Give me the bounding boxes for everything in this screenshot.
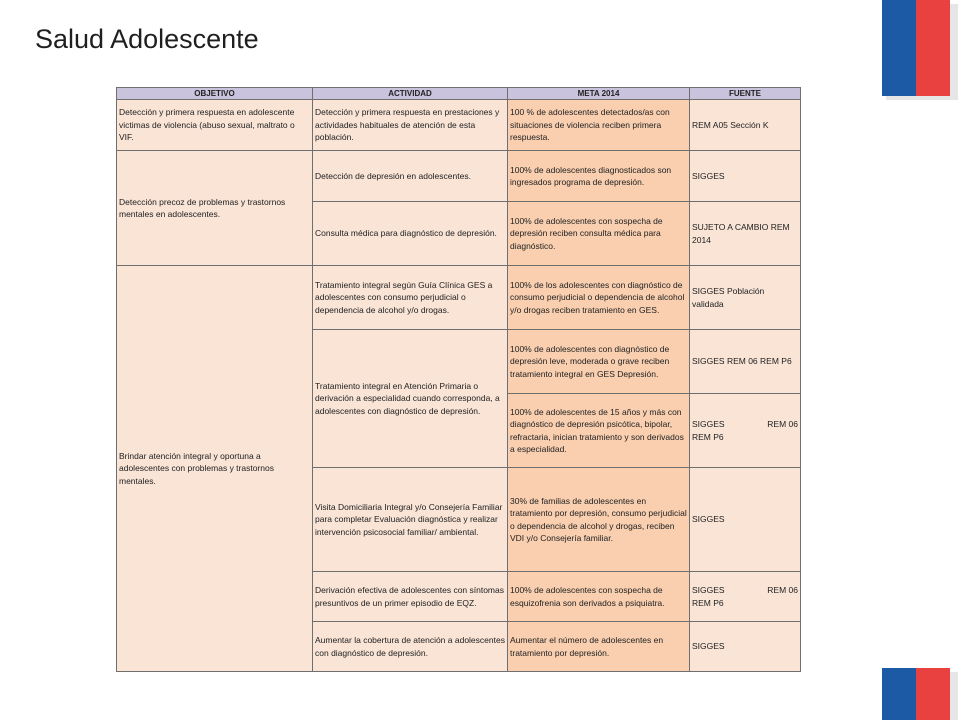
slide-title: Salud Adolescente: [35, 24, 259, 54]
cell-actividad: Aumentar la cobertura de atención a adolescentes con diagnóstico de depresión.: [313, 622, 508, 672]
cell-meta: 100% de adolescentes con sospecha de depresión reciben consulta médica para diagnóstico.: [508, 202, 690, 266]
cell-meta: 100% de los adolescentes con diagnóstico de consumo perjudicial o dependencia de alcohol y/o drogas reciben tratamiento en GES.: [508, 266, 690, 330]
objectives-table: [116, 87, 801, 672]
cell-actividad: Visita Domiciliaria Integral y/o Consejería Familiar para completar Evaluación diagnóstica y realizar intervención psicosocial familiar/ ambiental.: [313, 468, 508, 572]
table-row: [117, 100, 801, 151]
cell-actividad: Consulta médica para diagnóstico de depresión.: [313, 202, 508, 266]
table-header-row: [117, 88, 801, 100]
header-fuente: FUENTE: [690, 88, 801, 100]
cell-objetivo: Detección y primera respuesta en adolescente victimas de violencia (abuso sexual, maltrato o VIF.: [117, 100, 313, 151]
cell-objetivo: Detección precoz de problemas y trastornos mentales en adolescentes.: [117, 151, 313, 266]
chile-flag-logo-top: [882, 0, 950, 96]
chile-flag-logo-bottom: [882, 668, 950, 720]
cell-fuente: [690, 394, 801, 468]
flag-red-stripe: [916, 668, 950, 720]
flag-blue-stripe: [882, 0, 916, 96]
table-row: [117, 266, 801, 330]
header-actividad: ACTIVIDAD: [313, 88, 508, 100]
cell-actividad: Detección de depresión en adolescentes.: [313, 151, 508, 202]
fuente-sigges: SIGGES: [692, 419, 725, 429]
table-row: [117, 151, 801, 202]
cell-fuente: SUJETO A CAMBIO REM 2014: [690, 202, 801, 266]
cell-actividad: Detección y primera respuesta en prestaciones y actividades habituales de atención de esta población.: [313, 100, 508, 151]
cell-fuente: REM A05 Sección K: [690, 100, 801, 151]
cell-meta: 100 % de adolescentes detectados/as con situaciones de violencia reciben primera respuesta.: [508, 100, 690, 151]
cell-fuente: SIGGES Población validada: [690, 266, 801, 330]
cell-meta: 100% de adolescentes diagnosticados son ingresados programa de depresión.: [508, 151, 690, 202]
fuente-sigges: SIGGES: [692, 585, 725, 595]
cell-fuente: [690, 572, 801, 622]
cell-fuente: SIGGES: [690, 622, 801, 672]
flag-blue-stripe: [882, 668, 916, 720]
flag-red-stripe: [916, 0, 950, 96]
fuente-rem06: REM 06: [767, 419, 798, 429]
cell-fuente: SIGGES: [690, 151, 801, 202]
cell-actividad: Derivación efectiva de adolescentes con síntomas presuntivos de un primer episodio de EQZ.: [313, 572, 508, 622]
fuente-remp6: REM P6: [692, 597, 724, 608]
header-meta: META 2014: [508, 88, 690, 100]
cell-objetivo: Brindar atención integral y oportuna a adolescentes con problemas y trastornos mentales.: [117, 266, 313, 672]
cell-actividad: Tratamiento integral en Atención Primaria o derivación a especialidad cuando corresponda, a adolescentes con diagnóstico de depresión.: [313, 330, 508, 468]
cell-meta: 100% de adolescentes con sospecha de esquizofrenia son derivados a psiquiatra.: [508, 572, 690, 622]
cell-meta: 100% de adolescentes con diagnóstico de depresión leve, moderada o grave reciben tratamiento integral en GES Depresión.: [508, 330, 690, 394]
cell-meta: Aumentar el número de adolescentes en tratamiento por depresión.: [508, 622, 690, 672]
cell-actividad: Tratamiento integral según Guía Clínica GES a adolescentes con consumo perjudicial o dependencia de alcohol y/o drogas.: [313, 266, 508, 330]
cell-fuente: SIGGES: [690, 468, 801, 572]
fuente-remp6: REM P6: [692, 431, 724, 442]
cell-meta: 100% de adolescentes de 15 años y más con diagnóstico de depresión psicótica, bipolar, refractaria, inician tratamiento y son derivados a especialidad.: [508, 394, 690, 468]
fuente-rem06: REM 06: [767, 585, 798, 595]
header-objetivo: OBJETIVO: [117, 88, 313, 100]
cell-fuente: SIGGES REM 06 REM P6: [690, 330, 801, 394]
cell-meta: 30% de familias de adolescentes en tratamiento por depresión, consumo perjudicial o dependencia de alcohol y drogas, reciben VDI y/o Consejería familiar.: [508, 468, 690, 572]
